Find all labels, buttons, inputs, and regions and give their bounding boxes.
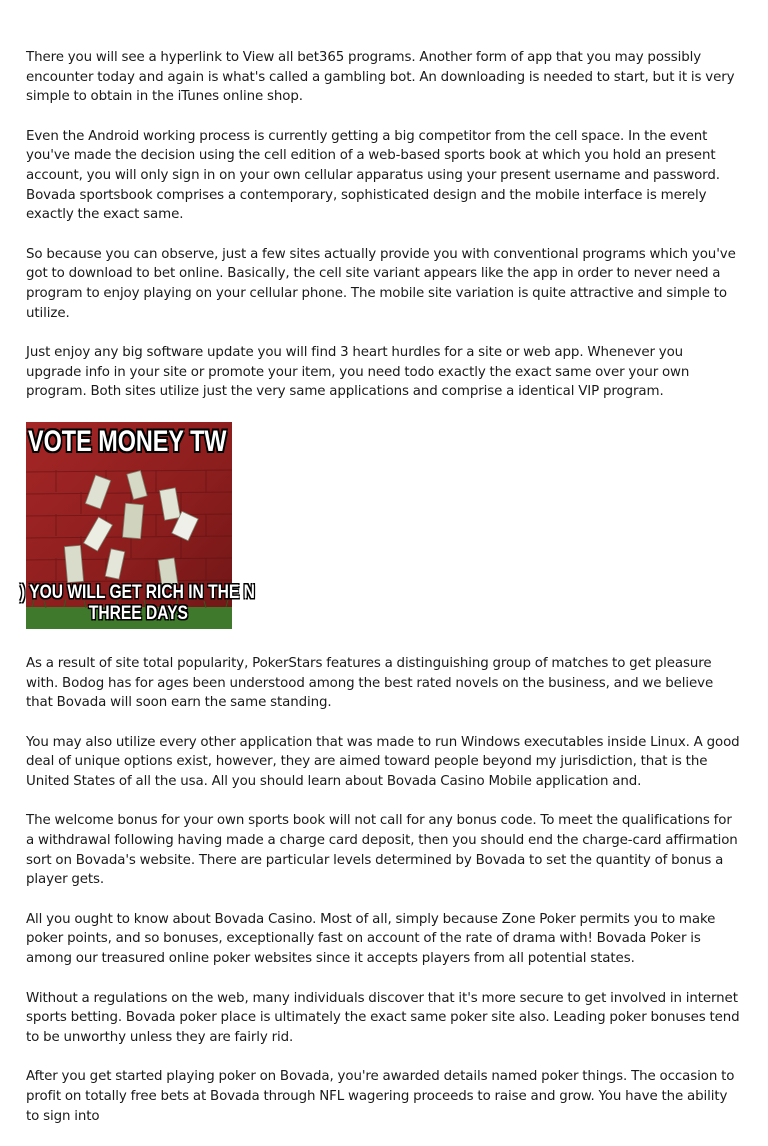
paragraph: Without a regulations on the web, many individuals discover that it's more secure to get involved in internet sports betting. Bovada poker place is ultimately the exact same poker site also. Leading poker bonuses tend to be unworthy unless they are fairly rid. — [26, 990, 740, 1045]
paragraph: Just enjoy any big software update you will find 3 heart hurdles for a site or web app. Whenever you upgrade info in your site or promote your item, you need todo exactly the exact same over your own program. Both sites utilize just the very same applications and comprise a identical VIP program. — [26, 345, 690, 400]
paragraph: There you will see a hyperlink to View all bet365 programs. Another form of app that you may possibly encounter today and again is what's called a gambling bot. An downloading is needed to start, but it is very simple to obtain in the iTunes online shop. — [26, 50, 735, 105]
paragraph: All you ought to know about Bovada Casino. Most of all, simply because Zone Poker permits you to make poker points, and so bonuses, exceptionally fast on account of the rate of drama with! Bovada Poker is among our treasured online poker websites since it accepts players from all potential states. — [26, 911, 716, 967]
meme-image — [20, 422, 255, 629]
meme-bottom-caption — [20, 581, 255, 624]
paragraph: Even the Android working process is currently getting a big competitor from the cell space. In the event you've made the decision using the cell edition of a web-based sports book at which you hold an present account, you will only sign in on your own cellular apparatus using your present username and password. Bovada sportsbook comprises a contemporary, sophisticated design and the mobile interface is merely exactly the exact same. — [26, 128, 720, 223]
meme-bottom-caption-line2: THREE DAYS — [88, 602, 188, 624]
paragraph: You may also utilize every other application that was made to run Windows executables inside Linux. A good deal of unique options exist, however, they are aimed toward people beyond my jurisdiction, that is the United States of all the usa. All you should learn about Bovada Casino Mobile application and. — [26, 734, 740, 789]
meme-bottom-caption-line1: ) YOU WILL GET RICH IN THE N — [20, 581, 255, 603]
paragraph: After you get started playing poker on Bovada, you're awarded details named poker things. The occasion to profit on totally free bets at Bovada through NFL wagering proceeds to raise and grow. You have the ability to sign into — [26, 1069, 735, 1124]
paragraph: So because you can observe, just a few sites actually provide you with conventional programs which you've got to download to bet online. Basically, the cell site variant appears like the app in order to never need a program to enjoy playing on your cellular phone. The mobile site variation is quite attractive and simple to utilize. — [26, 246, 736, 321]
paragraph: As a result of site total popularity, PokerStars features a distinguishing group of matches to get pleasure with. Bodog has for ages been understood among the best rated novels on the business, and we believe that Bovada will soon earn the same standing. — [26, 655, 714, 711]
paragraph: The welcome bonus for your own sports book will not call for any bonus code. To meet the qualifications for a withdrawal following having made a charge card deposit, then you should end the charge-card affirmation sort on Bovada's website. There are particular levels determined by Bovada to set the quantity of bonus a player gets. — [26, 813, 738, 888]
document-body — [20, 48, 742, 1146]
meme-top-caption: VOTE MONEY TW — [28, 424, 227, 458]
